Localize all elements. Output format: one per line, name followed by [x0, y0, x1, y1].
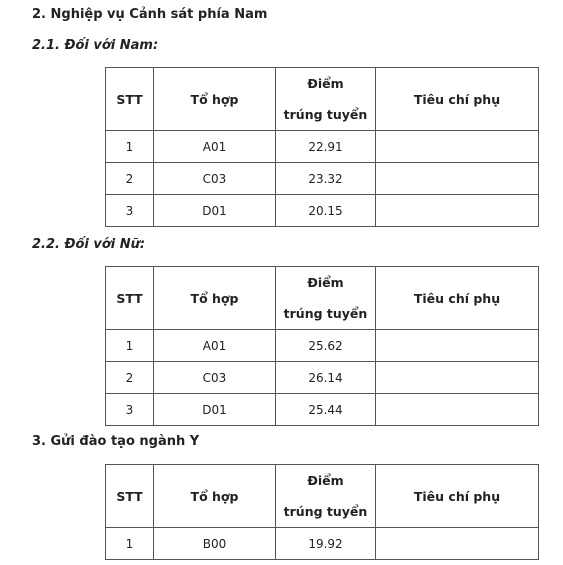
cell-stt: 1 — [106, 528, 154, 560]
header-criteria: Tiêu chí phụ — [376, 68, 539, 131]
cell-criteria — [376, 528, 539, 560]
header-score-line1: Điểm — [307, 473, 344, 488]
cell-combo: D01 — [154, 195, 276, 227]
section-heading-2: 2. Nghiệp vụ Cảnh sát phía Nam — [32, 7, 268, 22]
header-stt: STT — [106, 267, 154, 330]
header-combo: Tổ hợp — [154, 465, 276, 528]
cell-criteria — [376, 394, 539, 426]
table-row — [106, 362, 539, 394]
cell-score: 25.62 — [276, 330, 376, 362]
cell-combo: C03 — [154, 362, 276, 394]
header-stt: STT — [106, 465, 154, 528]
score-table-male — [105, 67, 539, 227]
table-header-row — [106, 68, 539, 131]
table-row — [106, 131, 539, 163]
header-score-line1: Điểm — [307, 275, 344, 290]
cell-combo: B00 — [154, 528, 276, 560]
cell-combo: A01 — [154, 131, 276, 163]
cell-combo: C03 — [154, 163, 276, 195]
cell-stt: 1 — [106, 330, 154, 362]
table-row — [106, 330, 539, 362]
header-score — [276, 68, 376, 131]
cell-stt: 2 — [106, 362, 154, 394]
table-row — [106, 163, 539, 195]
header-stt: STT — [106, 68, 154, 131]
cell-combo: A01 — [154, 330, 276, 362]
cell-stt: 1 — [106, 131, 154, 163]
header-criteria: Tiêu chí phụ — [376, 267, 539, 330]
table-header-row — [106, 267, 539, 330]
cell-criteria — [376, 330, 539, 362]
header-score — [276, 465, 376, 528]
table-row — [106, 195, 539, 227]
cell-criteria — [376, 163, 539, 195]
cell-score: 25.44 — [276, 394, 376, 426]
table-row — [106, 528, 539, 560]
score-table-medicine — [105, 464, 539, 560]
header-score — [276, 267, 376, 330]
cell-score: 20.15 — [276, 195, 376, 227]
cell-score: 22.91 — [276, 131, 376, 163]
header-score-line1: Điểm — [307, 76, 344, 91]
section-heading-3: 3. Gửi đào tạo ngành Y — [32, 434, 200, 449]
header-score-line2: trúng tuyển — [283, 306, 368, 321]
table-header-row — [106, 465, 539, 528]
table-row — [106, 394, 539, 426]
cell-stt: 3 — [106, 394, 154, 426]
cell-score: 26.14 — [276, 362, 376, 394]
header-criteria: Tiêu chí phụ — [376, 465, 539, 528]
cell-score: 23.32 — [276, 163, 376, 195]
header-combo: Tổ hợp — [154, 68, 276, 131]
score-table-female — [105, 266, 539, 426]
header-score-line2: trúng tuyển — [283, 504, 368, 519]
cell-score: 19.92 — [276, 528, 376, 560]
subheading-male: 2.1. Đối với Nam: — [32, 38, 159, 53]
cell-stt: 3 — [106, 195, 154, 227]
cell-criteria — [376, 131, 539, 163]
cell-combo: D01 — [154, 394, 276, 426]
subheading-female: 2.2. Đối với Nữ: — [32, 237, 146, 252]
cell-criteria — [376, 362, 539, 394]
cell-criteria — [376, 195, 539, 227]
header-combo: Tổ hợp — [154, 267, 276, 330]
header-score-line2: trúng tuyển — [283, 107, 368, 122]
cell-stt: 2 — [106, 163, 154, 195]
